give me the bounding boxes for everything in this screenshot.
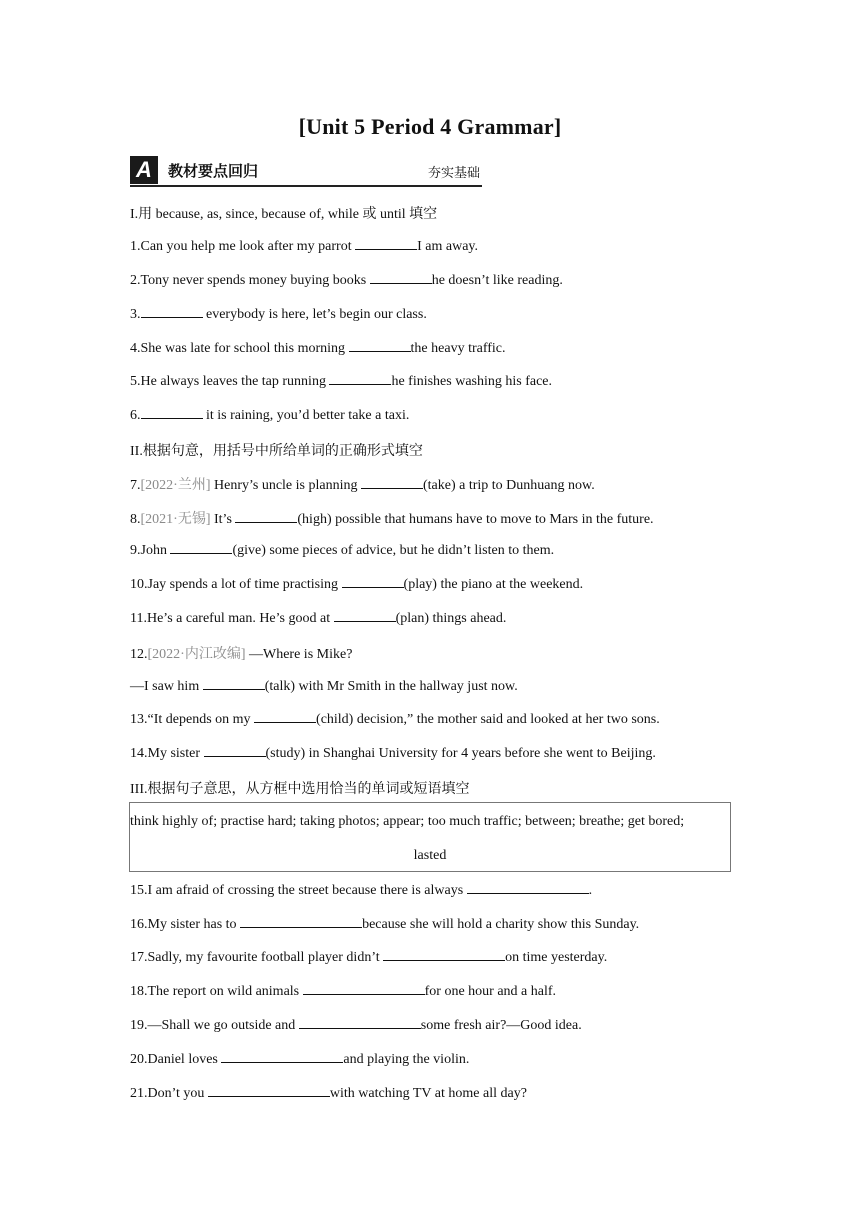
question-text: 15.I am afraid of crossing the street because there is always — [130, 883, 467, 898]
question-text: 4.She was late for school this morning — [130, 341, 349, 356]
question-8 — [130, 508, 654, 528]
question-text: 11.He’s a careful man. He’s good at — [130, 611, 334, 626]
word-bank-line-2: lasted — [413, 848, 447, 863]
answer-blank[interactable] — [334, 609, 396, 622]
question-7 — [130, 474, 595, 494]
question-text: Henry’s uncle is planning — [210, 478, 361, 493]
answer-blank[interactable] — [370, 271, 432, 284]
section-heading-3: III.根据句子意思，从方框中选用恰当的单词或短语填空 — [130, 782, 470, 797]
answer-blank[interactable] — [254, 710, 316, 723]
question-text: 19.—Shall we go outside and — [130, 1018, 299, 1033]
question-source: [2022·兰州] — [140, 478, 211, 493]
question-text: (high) possible that humans have to move to Mars in the future. — [297, 512, 654, 527]
section-heading-2: II.根据句意，用括号中所给单词的正确形式填空 — [130, 444, 423, 459]
question-17 — [130, 948, 607, 966]
word-bank-box — [129, 802, 731, 872]
banner-underline — [130, 185, 482, 187]
question-text: (plan) things ahead. — [395, 611, 507, 626]
question-text: 3. — [130, 307, 141, 322]
question-12-part-2 — [130, 677, 518, 695]
question-text: It’s — [210, 512, 236, 527]
question-text: . — [588, 883, 593, 898]
question-text: (take) a trip to Dunhuang now. — [422, 478, 595, 493]
question-12 — [130, 643, 352, 663]
banner-subtitle: 夯实基础 — [427, 166, 480, 181]
question-9 — [130, 541, 554, 559]
section-heading-1: I.用 because, as, since, because of, while 或 until 填空 — [130, 207, 438, 222]
question-text: (play) the piano at the weekend. — [403, 577, 584, 592]
question-4 — [130, 339, 506, 357]
question-text: 17.Sadly, my favourite football player didn’t — [130, 950, 384, 965]
question-source: [2021·无锡] — [140, 512, 211, 527]
answer-blank[interactable] — [467, 881, 589, 894]
question-text: everybody is here, let’s begin our class. — [202, 307, 427, 322]
question-text: 18.The report on wild animals — [130, 984, 303, 999]
question-text: the heavy traffic. — [410, 341, 506, 356]
question-2 — [130, 271, 563, 289]
question-text: some fresh air?—Good idea. — [420, 1018, 582, 1033]
question-text: 13.“It depends on my — [130, 712, 255, 727]
question-text: 5.He always leaves the tap running — [130, 374, 330, 389]
question-text: —Where is Mike? — [245, 647, 353, 662]
question-text: 20.Daniel loves — [130, 1052, 222, 1067]
answer-blank[interactable] — [329, 372, 391, 385]
answer-blank[interactable] — [141, 305, 203, 318]
question-11 — [130, 609, 506, 627]
question-16 — [130, 915, 639, 933]
question-10 — [130, 575, 583, 593]
answer-blank[interactable] — [349, 339, 411, 352]
question-5 — [130, 372, 552, 390]
question-text: (give) some pieces of advice, but he didn’t listen to them. — [232, 543, 555, 558]
question-text: with watching TV at home all day? — [329, 1086, 527, 1101]
question-15 — [130, 881, 592, 899]
question-20 — [130, 1050, 469, 1068]
question-number: 7. — [130, 478, 141, 493]
question-text: 16.My sister has to — [130, 917, 241, 932]
question-text: it is raining, you’d better take a taxi. — [202, 408, 410, 423]
question-14 — [130, 744, 656, 762]
question-6 — [130, 406, 409, 424]
question-text: he doesn’t like reading. — [431, 273, 563, 288]
answer-blank[interactable] — [355, 237, 417, 250]
question-text: and playing the violin. — [343, 1052, 470, 1067]
answer-blank[interactable] — [221, 1050, 343, 1063]
question-1 — [130, 237, 478, 255]
answer-blank[interactable] — [303, 982, 425, 995]
question-number: 12. — [130, 647, 148, 662]
question-text: 9.John — [130, 543, 171, 558]
question-text: (study) in Shanghai University for 4 years before she went to Beijing. — [265, 746, 656, 761]
question-text: on time yesterday. — [505, 950, 608, 965]
question-text: 2.Tony never spends money buying books — [130, 273, 370, 288]
answer-blank[interactable] — [141, 406, 203, 419]
answer-blank[interactable] — [342, 575, 404, 588]
question-text: 21.Don’t you — [130, 1086, 208, 1101]
question-text: because she will hold a charity show this Sunday. — [362, 917, 640, 932]
answer-blank[interactable] — [208, 1084, 330, 1097]
section-banner — [130, 156, 482, 187]
answer-blank[interactable] — [240, 915, 362, 928]
answer-blank[interactable] — [361, 476, 423, 489]
question-number: 8. — [130, 512, 141, 527]
question-text: 1.Can you help me look after my parrot — [130, 239, 356, 254]
section-letter-badge: A — [130, 156, 158, 184]
word-bank-line-1: think highly of; practise hard; taking photos; appear; too much traffic; between; breathe; get bored; — [130, 814, 685, 829]
question-21 — [130, 1084, 527, 1102]
question-text: 10.Jay spends a lot of time practising — [130, 577, 342, 592]
question-19 — [130, 1016, 582, 1034]
question-text: 6. — [130, 408, 141, 423]
answer-blank[interactable] — [299, 1016, 421, 1029]
question-source: [2022·内江改编] — [147, 647, 246, 662]
question-text: he finishes washing his face. — [391, 374, 553, 389]
question-text: 14.My sister — [130, 746, 204, 761]
question-3 — [130, 305, 427, 323]
answer-blank[interactable] — [204, 744, 266, 757]
question-text: —I saw him — [130, 679, 203, 694]
answer-blank[interactable] — [235, 510, 297, 523]
question-text: (child) decision,” the mother said and looked at her two sons. — [316, 712, 660, 727]
question-text: for one hour and a half. — [424, 984, 557, 999]
answer-blank[interactable] — [203, 677, 265, 690]
banner-title: 教材要点回归 — [168, 162, 259, 180]
question-13 — [130, 710, 660, 728]
answer-blank[interactable] — [383, 948, 505, 961]
question-text: (talk) with Mr Smith in the hallway just now. — [264, 679, 518, 694]
question-18 — [130, 982, 556, 1000]
answer-blank[interactable] — [170, 541, 232, 554]
question-text: I am away. — [417, 239, 479, 254]
page-title: [Unit 5 Period 4 Grammar] — [298, 114, 562, 139]
